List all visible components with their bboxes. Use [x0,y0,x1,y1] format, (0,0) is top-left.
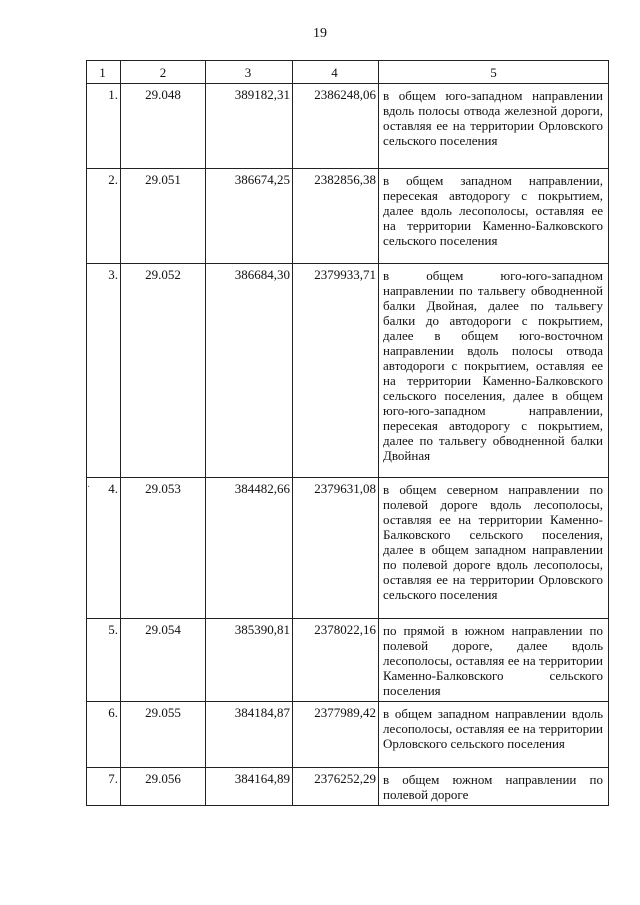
table-row [87,768,609,806]
boundary-description: в общем южном направлении по полевой дороге [379,768,609,806]
row-number: 6. [87,702,121,768]
table-row [87,169,609,264]
row-number: 7. [87,768,121,806]
boundary-table [86,60,609,806]
coordinate-y: 2378022,16 [293,619,379,702]
boundary-description: в общем западном направлении, пересекая автодорогу с покрытием, далее вдоль лесополосы, оставляя ее на территории Каменно-Балковского сельского поселения [379,169,609,264]
boundary-description: в общем юго-западном направлении вдоль полосы отвода железной дороги, оставляя ее на территории Орловского сельского поселения [379,84,609,169]
point-code: 29.054 [121,619,206,702]
column-header: 3 [206,61,293,84]
coordinate-y: 2377989,42 [293,702,379,768]
header-row [87,61,609,84]
coordinate-y: 2386248,06 [293,84,379,169]
column-header: 1 [87,61,121,84]
coordinate-x: 384164,89 [206,768,293,806]
coordinate-x: 385390,81 [206,619,293,702]
coordinate-x: 386674,25 [206,169,293,264]
column-header: 5 [379,61,609,84]
coordinate-y: 2379933,71 [293,264,379,478]
boundary-description: в общем западном направлении вдоль лесополосы, оставляя ее на территории Орловского сельского поселения [379,702,609,768]
coordinate-y: 2379631,08 [293,478,379,619]
row-number: 3. [87,264,121,478]
table-row [87,84,609,169]
point-code: 29.056 [121,768,206,806]
table-row [87,619,609,702]
boundary-description: в общем северном направлении по полевой дороге вдоль лесополосы, оставляя ее на территории Каменно-Балковского сельского поселения, далее в общем западном направлении по полевой дороге вдоль лесополосы, оставляя ее на территории Орловского сельского поселения [379,478,609,619]
coordinate-x: 389182,31 [206,84,293,169]
point-code: 29.052 [121,264,206,478]
row-number: 5. [87,619,121,702]
point-code: 29.055 [121,702,206,768]
boundary-description: в общем юго-юго-западном направлении по тальвегу обводненной балки Двойная, далее по тальвегу балки до автодороги с покрытием, далее в общем юго-восточном направлении вдоль полосы отвода автодороги с покрытием, оставляя ее на территории Каменно-Балковского сельского поселения, далее в общем юго-юго-западном направлении, пересекая автодорогу с покрытием, далее по тальвегу обводненной балки Двойная [379,264,609,478]
coordinate-x: 384482,66 [206,478,293,619]
coordinate-y: 2382856,38 [293,169,379,264]
row-number: 2. [87,169,121,264]
point-code: 29.053 [121,478,206,619]
coordinate-x: 386684,30 [206,264,293,478]
table-row [87,264,609,478]
column-header: 2 [121,61,206,84]
page-number: 19 [313,26,327,41]
point-code: 29.048 [121,84,206,169]
table-row [87,702,609,768]
boundary-description: по прямой в южном направлении по полевой дороге, далее вдоль лесополосы, оставляя ее на территории Каменно-Балковского сельского поселения [379,619,609,702]
column-header: 4 [293,61,379,84]
table-row [87,478,609,619]
coordinate-x: 384184,87 [206,702,293,768]
point-code: 29.051 [121,169,206,264]
row-number: 1. [87,84,121,169]
row-number: 4. [87,478,121,619]
scan-mark: · [87,482,91,493]
coordinate-y: 2376252,29 [293,768,379,806]
